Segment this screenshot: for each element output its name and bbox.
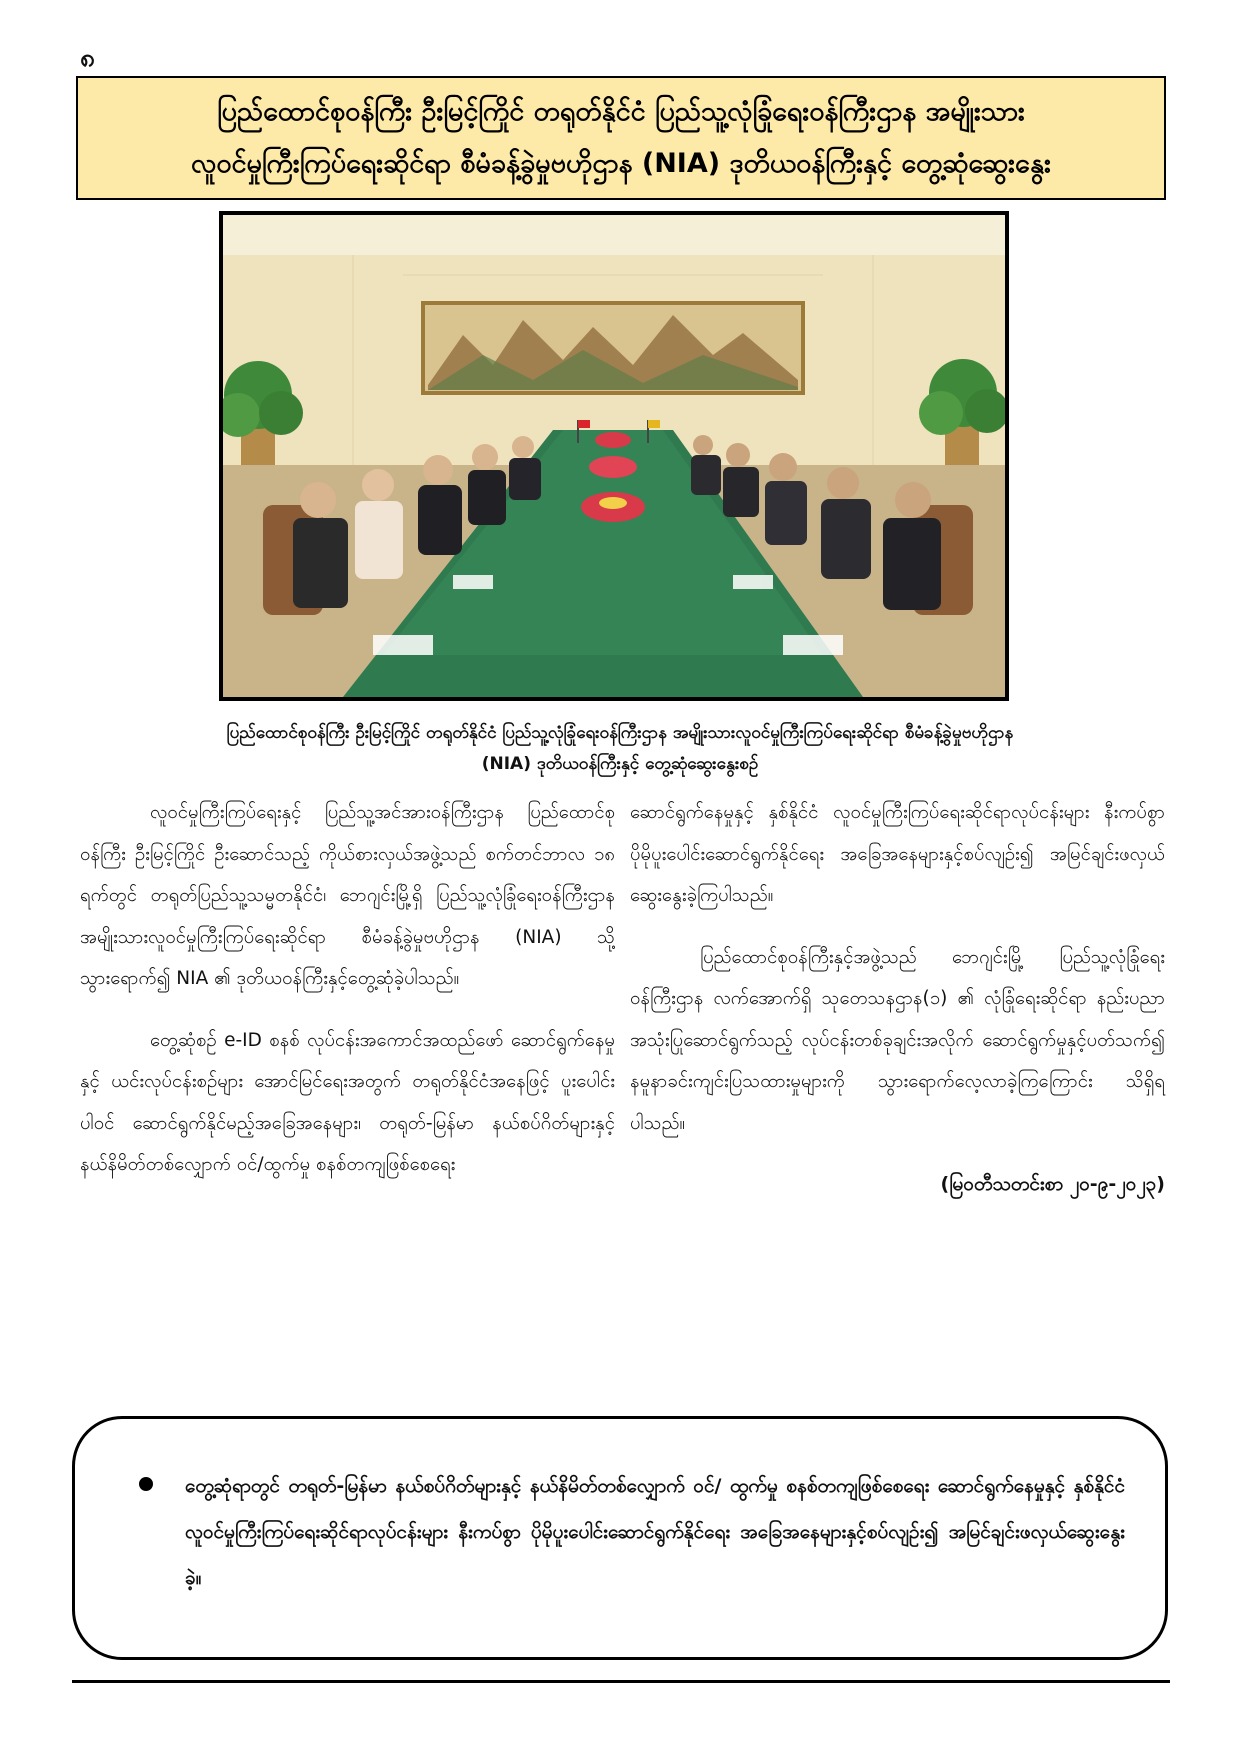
bottom-rule — [72, 1680, 1170, 1683]
article-column-right — [630, 792, 1165, 1206]
page-number: ၈ — [80, 43, 95, 73]
ceiling — [223, 215, 1005, 255]
article-source: (မြဝတီသတင်းစာ ၂၀-၉-၂၀၂၃) — [940, 1173, 1165, 1195]
article-paragraph-3: ပြည်ထောင်စုဝန်ကြီးနှင့်အဖွဲ့သည် ဘေဂျင်းမြို့ ပြည်သူ့လုံခြုံရေးဝန်ကြီးဌာန လက်အောက်ရှိ သုတေသနဌာန(၁) ၏ လုံခြုံရေးဆိုင်ရာ နည်းပညာအသုံးပြုဆောင်ရွက်သည့် လုပ်ငန်းတစ်ခုချင်းအလိုက် ဆောင်ရွက်မှုနှင့်ပတ်သက်၍ နမူနာခင်းကျင်းပြသထားမှုများကို သွားရောက်လေ့လာခဲ့ကြကြောင်း သိရှိရပါသည်။ — [630, 946, 1165, 1134]
headline-line-2: လူဝင်မှုကြီးကြပ်ရေးဆိုင်ရာ စီမံခန့်ခွဲမှုဗဟိုဌာန (NIA) ဒုတိယဝန်ကြီးနှင့် တွေ့ဆုံဆွေးနွေး — [191, 148, 1051, 179]
headline-box — [76, 76, 1166, 200]
article-paragraph-2-continued: ဆောင်ရွက်နေမှုနှင့် နှစ်နိုင်ငံ လူဝင်မှုကြီးကြပ်ရေးဆိုင်ရာလုပ်ငန်းများ နီးကပ်စွာ ပိုမိုပူးပေါင်းဆောင်ရွက်နိုင်ရေး အခြေအနေများနှင့်စပ်လျဉ်း၍ အမြင်ချင်းဖလှယ်ဆွေးနွေးခဲ့ကြပါသည်။ — [630, 802, 1165, 906]
caption-line-1: ပြည်ထောင်စုဝန်ကြီး ဦးမြင့်ကြိုင် တရုတ်နိုင်ငံ ပြည်သူ့လုံခြုံရေးဝန်ကြီးဌာန အမျိုးသားလူဝင်မှုကြီးကြပ်ရေးဆိုင်ရာ စီမံခန့်ခွဲမှုဗဟိုဌာန — [226, 723, 1014, 743]
summary-list — [145, 1463, 1125, 1601]
caption-line-2: (NIA) ဒုတိယဝန်ကြီးနှင့် တွေ့ဆုံဆွေးနွေးစဉ် — [481, 754, 759, 774]
headline-line-1: ပြည်ထောင်စုဝန်ကြီး ဦးမြင့်ကြိုင် တရုတ်နိုင်ငံ ပြည်သူ့လုံခြုံရေးဝန်ကြီးဌာန အမျိုးသား — [217, 96, 1025, 127]
article-column-left — [80, 792, 615, 1206]
photo-caption — [80, 718, 1160, 780]
summary-box — [72, 1416, 1168, 1660]
bullet-icon — [139, 1477, 153, 1491]
article-paragraph-2: တွေ့ဆုံစဉ် e-ID စနစ် လုပ်ငန်းအကောင်အထည်ဖော် ဆောင်ရွက်နေမှုနှင့် ယင်းလုပ်ငန်းစဉ်များ အောင်မြင်ရေးအတွက် တရုတ်နိုင်ငံအနေဖြင့် ပူးပေါင်းပါဝင် ဆောင်ရွက်နိုင်မည့်အခြေအနေများ၊ တရုတ်-မြန်မာ နယ်စပ်ဂိတ်များနှင့် နယ်နိမိတ်တစ်လျှောက် ဝင်/ထွက်မှု စနစ်တကျဖြစ်စေရေး — [80, 1029, 615, 1175]
meeting-photo-illustration — [223, 215, 1005, 697]
article-paragraph-1: လူဝင်မှုကြီးကြပ်ရေးနှင့် ပြည်သူ့အင်အားဝန်ကြီးဌာန ပြည်ထောင်စုဝန်ကြီး ဦးမြင့်ကြိုင် ဦးဆောင်သည့် ကိုယ်စားလှယ်အဖွဲ့သည် စက်တင်ဘာလ ၁၈ ရက်တွင် တရုတ်ပြည်သူ့သမ္မတနိုင်ငံ၊ ဘေဂျင်းမြို့ရှိ ပြည်သူ့လုံခြုံရေးဝန်ကြီးဌာန အမျိုးသားလူဝင်မှုကြီးကြပ်ရေးဆိုင်ရာ စီမံခန့်ခွဲမှုဗဟိုဌာန (NIA) သို့သွားရောက်၍ NIA ၏ ဒုတိယဝန်ကြီးနှင့်တွေ့ဆုံခဲ့ပါသည်။ — [80, 802, 615, 989]
summary-item-text: တွေ့ဆုံရာတွင် တရုတ်-မြန်မာ နယ်စပ်ဂိတ်များနှင့် နယ်နိမိတ်တစ်လျှောက် ဝင်/ ထွက်မှု စနစ်တကျဖြစ်စေရေး ဆောင်ရွက်နေမှုနှင့် နှစ်နိုင်ငံ လူဝင်မှုကြီးကြပ်ရေးဆိုင်ရာလုပ်ငန်းများ နီးကပ်စွာ ပိုမိုပူးပေါင်းဆောင်ရွက်နိုင်ရေး အခြေအနေများနှင့်စပ်လျဉ်း၍ အမြင်ချင်းဖလှယ်ဆွေးနွေးခဲ့။ — [185, 1475, 1125, 1589]
meeting-photo — [219, 211, 1009, 701]
summary-item — [145, 1463, 1125, 1601]
